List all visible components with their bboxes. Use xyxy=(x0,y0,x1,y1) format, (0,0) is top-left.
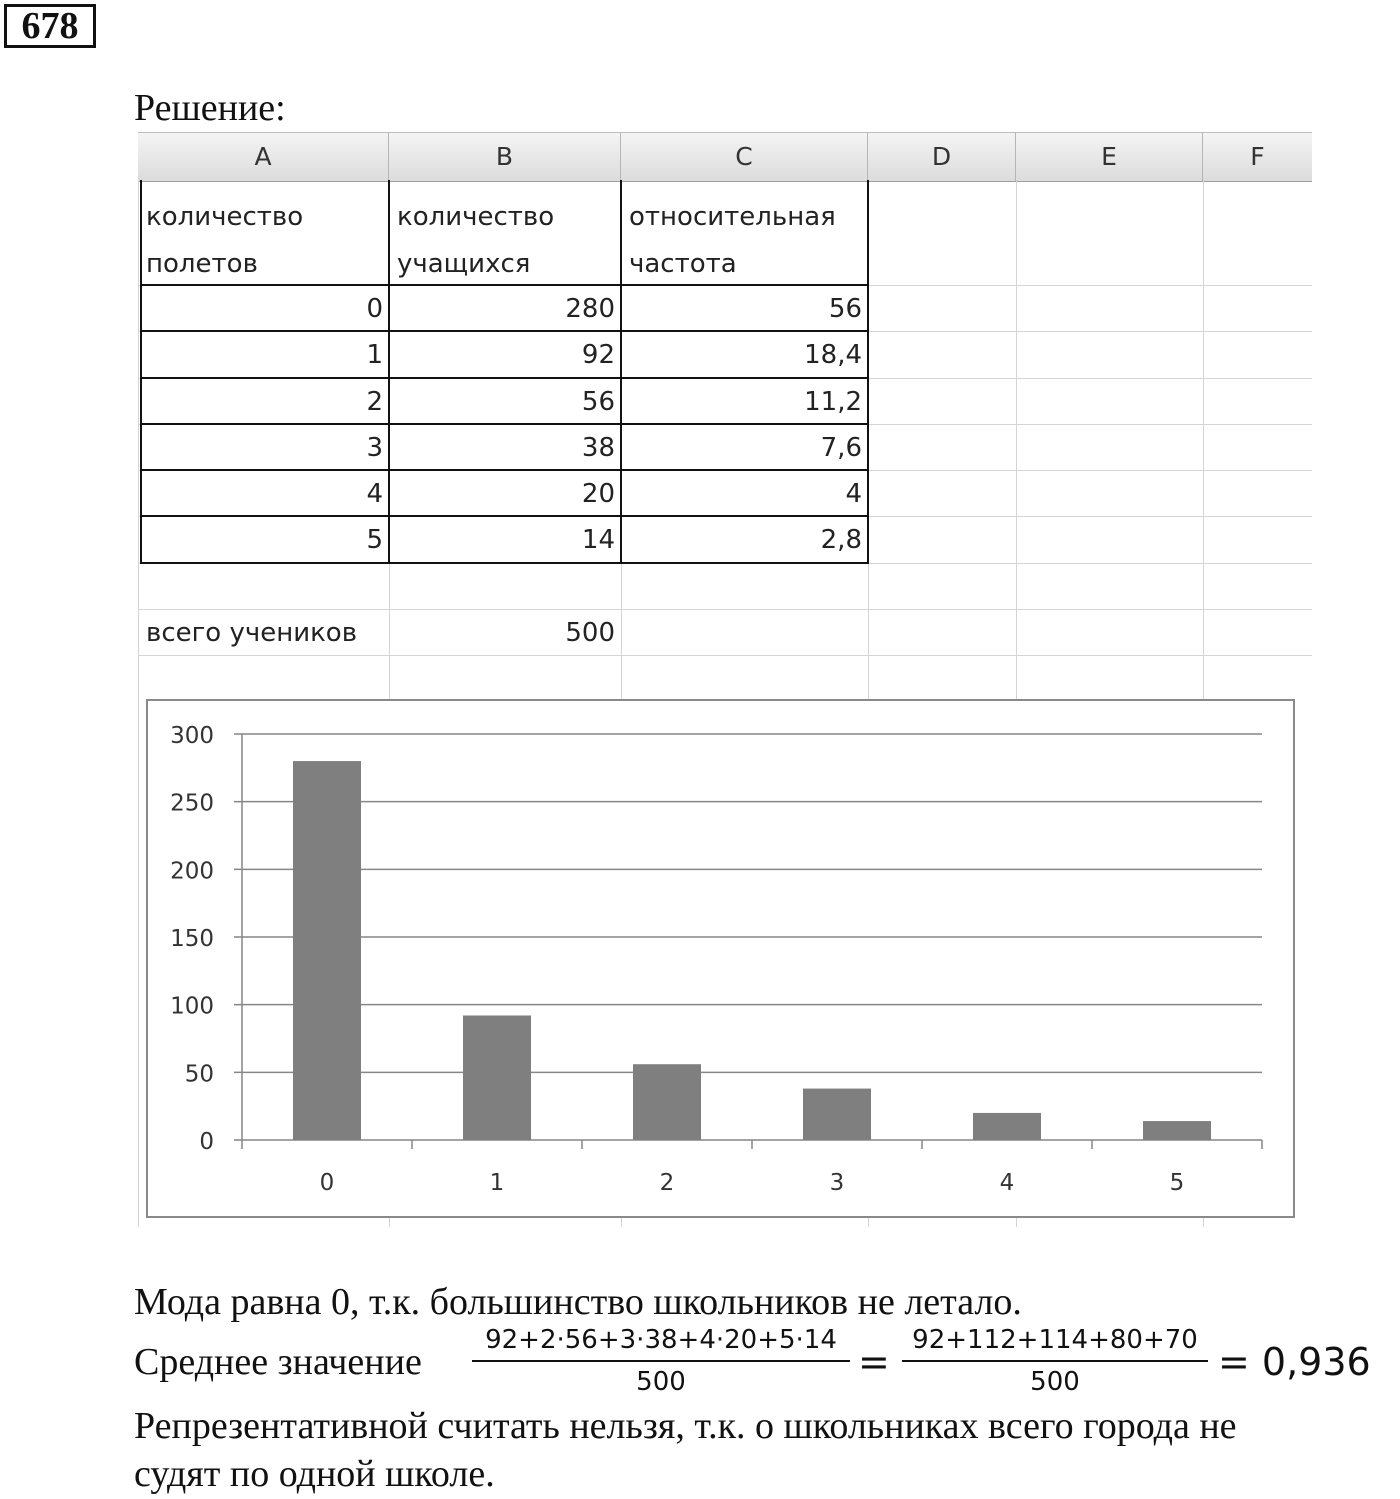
fraction-1-denominator: 500 xyxy=(636,1367,686,1397)
cell-b-header-line1[interactable]: количество xyxy=(397,202,555,232)
y-tick-label: 200 xyxy=(170,858,214,885)
cell-c-row-0[interactable]: 56 xyxy=(828,294,862,324)
cell-b-row-2[interactable]: 56 xyxy=(581,387,615,417)
bar-4 xyxy=(973,1113,1041,1140)
cell-c-header-line1[interactable]: относительная xyxy=(629,202,836,232)
x-tick-label: 0 xyxy=(319,1170,335,1196)
cell-a-row-3[interactable]: 3 xyxy=(366,433,383,463)
column-header-f[interactable]: F xyxy=(1250,142,1265,171)
cell-a-row-0[interactable]: 0 xyxy=(366,294,383,324)
x-tick-label: 1 xyxy=(489,1170,505,1196)
bar-5 xyxy=(1143,1121,1211,1140)
x-tick-label: 2 xyxy=(659,1170,675,1196)
column-header-b[interactable]: B xyxy=(389,133,621,181)
y-tick-label: 100 xyxy=(170,993,214,1020)
cell-a-header-line1[interactable]: количество xyxy=(146,202,304,232)
column-header-a[interactable]: A xyxy=(138,133,389,181)
y-tick-label: 0 xyxy=(199,1129,214,1155)
column-header-e[interactable]: E xyxy=(1016,133,1203,181)
x-tick-label: 3 xyxy=(829,1170,845,1196)
x-tick-label: 4 xyxy=(999,1170,1015,1196)
column-header-row xyxy=(138,132,1312,182)
y-tick-label: 50 xyxy=(184,1061,214,1088)
cell-b-row-0[interactable]: 280 xyxy=(565,294,615,324)
cell-a-row-2[interactable]: 2 xyxy=(366,387,383,417)
mean-fraction-1 xyxy=(472,1324,850,1398)
problem-number: 678 xyxy=(4,4,96,48)
bar-chart[interactable] xyxy=(146,699,1295,1218)
bar-3 xyxy=(803,1089,871,1140)
mean-label: Среднее значение xyxy=(134,1341,422,1383)
y-tick-label: 300 xyxy=(170,723,214,749)
cell-c-row-4[interactable]: 4 xyxy=(845,479,862,509)
fraction-2-numerator: 92+112+114+80+70 xyxy=(912,1325,1198,1355)
cell-b-row-1[interactable]: 92 xyxy=(581,340,615,370)
cell-c-row-2[interactable]: 11,2 xyxy=(804,387,862,417)
cell-b-header-line2[interactable]: учащихся xyxy=(397,249,531,279)
bar-chart-svg xyxy=(148,701,1293,1216)
x-tick-label: 5 xyxy=(1169,1170,1185,1196)
mode-statement: Мода равна 0, т.к. большинство школьников не летало. xyxy=(134,1281,1022,1323)
bar-2 xyxy=(633,1064,701,1140)
cell-b-row-4[interactable]: 20 xyxy=(581,479,615,509)
cell-b-row-3[interactable]: 38 xyxy=(581,433,615,463)
cell-c-row-5[interactable]: 2,8 xyxy=(820,525,862,555)
fraction-2-denominator: 500 xyxy=(1030,1367,1080,1397)
cell-c-header-line2[interactable]: частота xyxy=(629,249,737,279)
cell-c-row-3[interactable]: 7,6 xyxy=(820,433,862,463)
cell-a-row-5[interactable]: 5 xyxy=(366,525,383,555)
y-tick-label: 150 xyxy=(170,926,214,952)
equals-sign-1: = xyxy=(858,1340,890,1384)
cell-total-value[interactable]: 500 xyxy=(565,618,615,648)
mean-fraction-2 xyxy=(902,1324,1208,1398)
bar-0 xyxy=(293,761,361,1140)
cell-a-row-1[interactable]: 1 xyxy=(366,340,383,370)
bar-1 xyxy=(463,1015,531,1140)
representativeness-line-1: Репрезентативной считать нельзя, т.к. о школьниках всего города не xyxy=(134,1405,1237,1447)
column-header-c[interactable]: C xyxy=(621,133,868,181)
solution-label: Решение: xyxy=(134,87,286,129)
cell-b-row-5[interactable]: 14 xyxy=(581,525,615,555)
cell-c-row-1[interactable]: 18,4 xyxy=(804,340,862,370)
fraction-1-numerator: 92+2·56+3·38+4·20+5·14 xyxy=(485,1325,837,1355)
mean-result: = 0,936 xyxy=(1218,1340,1371,1384)
column-header-d[interactable]: D xyxy=(868,133,1016,181)
cell-a-row-4[interactable]: 4 xyxy=(366,479,383,509)
cell-a-header-line2[interactable]: полетов xyxy=(146,249,258,279)
representativeness-line-2: судят по одной школе. xyxy=(134,1453,495,1495)
y-tick-label: 250 xyxy=(170,790,214,817)
cell-total-label[interactable]: всего учеников xyxy=(146,618,358,648)
